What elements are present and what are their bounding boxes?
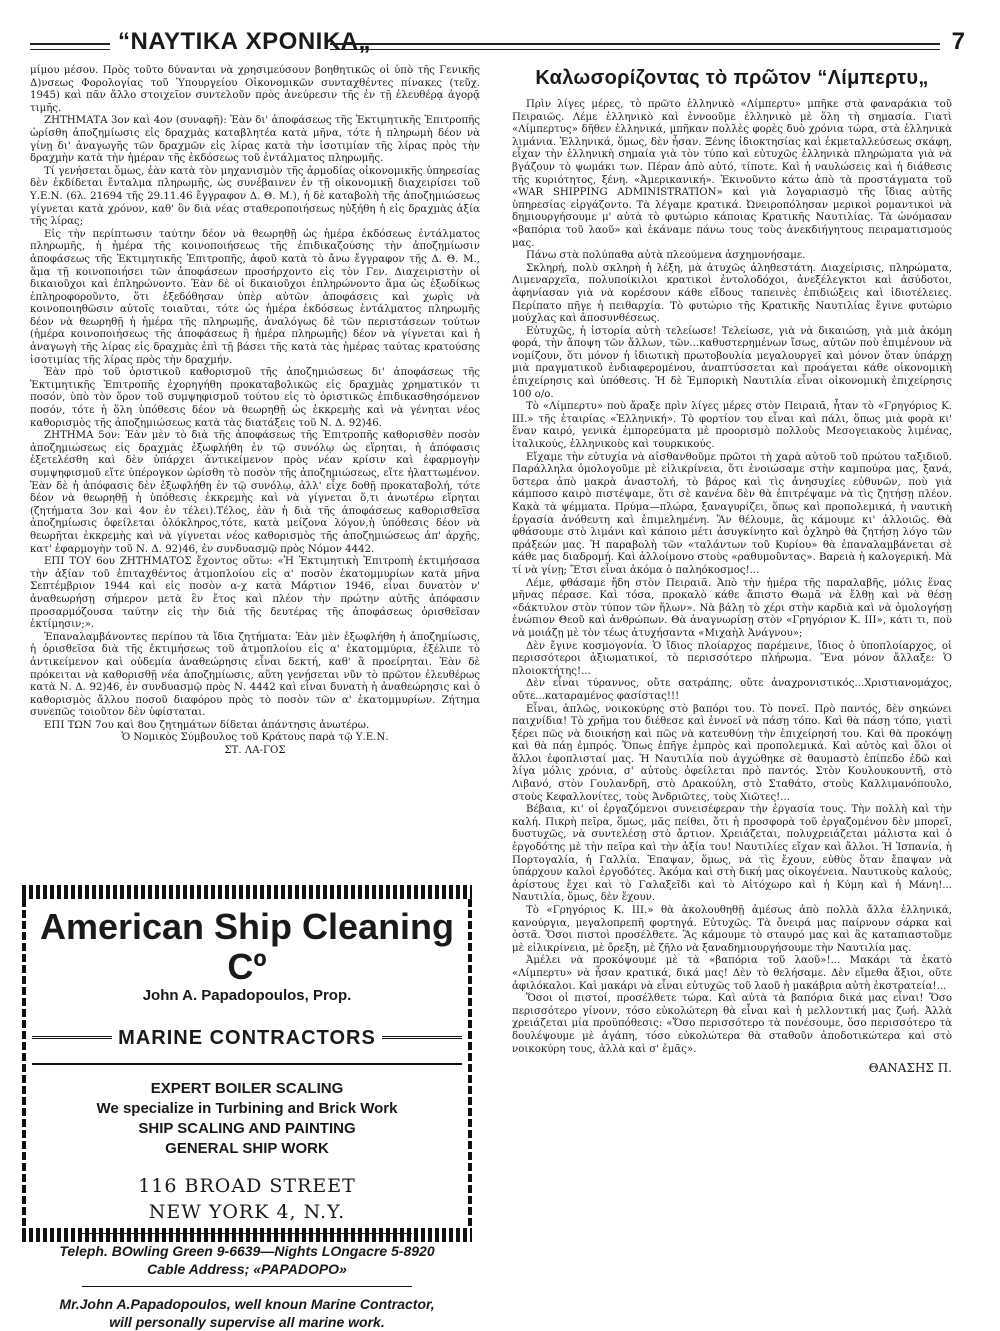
ad-proprietor: John A. Papadopoulos, Prop. [142, 987, 352, 1004]
paragraph: Σκληρή, πολὺ σκληρὴ ἡ λέξη, μὰ ἀτυχῶς ἀληθεστάτη. Διαχείρισις, πληρώματα, Λιμεναρχεῖα, πολυποίκιλοι κρατικοὶ ἐντολοδόχοι, ἀνεξέλεγκτοι καὶ ἀσύδοτοι, ἀφηνίασαν γιὰ νὰ κορέσουν κάθε εἴδους ταπεινὲς ἐπιδιώξεις καὶ ἰδιοτέλειες. Περίπατο πῆγε ἡ πειθαρχία. Τὸ φυτώριο τῆς Κρατικῆς Ναυτιλίας ἔγινε φυτώριο μούχλας καὶ ἀποσυνθέσεως. [512, 262, 952, 325]
signature-title: Ὁ Νομικὸς Σύμβουλος τοῦ Κράτους παρὰ τῷ Υ.Ε.Ν. [121, 732, 389, 744]
paragraph: Ὅσοι οἱ πιστοί, προσέλθετε τώρα. Καὶ αὐτὰ τὰ βαπόρια δικά μας εἶναι! Ὅσο περισσότερο γίνονν, τόσο εὐκολώτερη θὰ εἶναι καὶ ἡ μελλοντική μας ζωή. Ἀλλὰ χρειάζεται μία προϋπόθεσις: «Ὅσο περισσότερο τὰ πονέσουμε, ὅσο περισσότερο τὰ δουλέψουμε μὲ ἀγάπη, τόσο εὐκολώτερα θὰ σταθοῦν ἀποδοτικώτερα καὶ στὸ νοικοκύρη τους, ἀλλὰ καὶ σ' ἐμᾶς». [512, 993, 952, 1055]
ad-phone: Teleph. BOwling Green 9-6639—Nights LOngacre 5-8920 [59, 1243, 435, 1259]
advertisement [22, 885, 472, 1330]
paragraph: Λέμε, φθάσαμε ἤδη στὸν Πειραιᾶ. Ἀπὸ τὴν ἡμέρα τῆς παραλαβῆς, μόλις ἕνας μῆνας πέρασε. Καὶ τόσα, προκαλὸ κάθε ἄπιστο Θωμᾶ νὰ ἔλθῃ καὶ νὰ θέσῃ «δάκτυλον στὸν τύπον τῶν ἥλων». Νὰ βάλῃ τὸ χέρι στὴν καρδιὰ καὶ νὰ ὁμολογήσῃ ἐνώπιον Θεοῦ καὶ ἀνθρώπων. Θὰ ἀναγνωρίσῃ στὸν «Γρηγόριον Κ. ΙΙΙ», κάτι τι, ποὺ νὰ μοιάζῃ μὲ τὸν τέως ἀτυχήσαντα «Μιχαὴλ Ἀνάγνου»; [512, 577, 952, 639]
header-rule-right [330, 43, 940, 50]
ad-service-line: We specialize in Turbining and Brick Work [96, 1100, 398, 1117]
article-headline: Καλωσορίζοντας τὸ πρῶτον “Λίμπερτυ„ [535, 67, 929, 89]
signature-name: ΣΤ. ΛΑ-ΓΟΣ [224, 745, 286, 757]
ad-border-bottom [22, 1228, 472, 1242]
paragraph: μίμου μέσου. Πρὸς τοῦτο δύνανται νὰ χρησιμεύσουν βοηθητικῶς οἱ ὑπὸ τῆς Γενικῆς Δ)νσεως Φορολογίας τοῦ Ὑπουργείου Οἰκονομικῶν συνταχθέντες πίνακες (τεῦχ. 1945) καὶ πᾶν ἄλλο στοιχεῖον συντελοῦν πρὸς ἀνεύρεσιν τῆς ἐν τῇ ἐλευθέρᾳ ἀγορᾷ τιμῆς. [30, 65, 480, 114]
paragraph: Πάνω στὰ πολύπαθα αὐτὰ πλεούμενα ἀσχημονήσαμε. [526, 250, 806, 262]
ad-divider [32, 1063, 462, 1065]
paragraph: Εἰς τὴν περίπτωσιν ταύτην δέον νὰ θεωρηθῇ ὡς ἡμέρα ἐκδόσεως ἐντάλματος πληρωμῆς, ἡ ἡμέρα τῆς κοινοποιήσεως τῆς ἐπιδικαζούσης τὴν ἀποζημίωσιν ἀποφάσεως τῆς Ἐκτιμητικῆς Ἐπιτροπῆς, ἀφοῦ κατὰ τὸ ἄνω ἔγγραφον τῆς Δ. Θ. Μ., ἅμα τῇ κοινοποιήσει τῶν ἀποφάσεων προσήρχοντο εἰς τὸν Γεν. Διαχειριστὴν οἱ δικαιοῦχοι καὶ ἐπληρώνοντο. Ἐὰν δὲ οἱ δικαιοῦχοι ἐπληρώνοντο ἅμα ὡς ἐξωδίκως ἐπληροφοροῦντο, ὅτι ἐξεδόθησαν ὑπὲρ αὐτῶν ἀποφάσεις καὶ χωρὶς νὰ κοινοποιηθῶσιν αὐτοῖς τοιαῦται, τότε ὡς ἡμέρα ἐκδόσεως ἐντάλματος πληρωμῆς δέον νὰ θεωρηθῇ ἡ ἡμέρα τῆς πληρωμῆς, ἀναλόγως δὲ τῶν περιστάσεων τούτων (ἡμέρα κοινοποιήσεως τῆς ἀποφάσεως ἢ ἡμέρα πληρωμῆς) δέον νὰ γίγνεται καὶ ἡ ἀναγωγὴ τῆς λίρας εἰς δραχμὰς ἐπὶ τῇ βάσει τῆς κατὰ τὰς ἡμέρας ταύτας κρατούσης ἰσοτιμίας τῆς λίρας πρὸς τὴν δραχμήν. [30, 228, 480, 366]
ad-city: NEW YORK 4, N.Y. [148, 1201, 346, 1223]
ad-company-name: American Ship Cleaning Cº [39, 906, 455, 987]
paragraph: Τὸ «Λίμπερτυ» ποὺ ἄραξε πρὶν λίγες μέρες στὸν Πειραιᾶ, ἦταν τὸ «Γρηγόριος Κ. ΙΙΙ.» τῆς ἑταιρίας «Ἑλληνική». Τὸ φορτίον του εἶναι καὶ πάλι, ὅπως μιὰ φορὰ κι' ἕναν καιρό, γενικὰ ἐμπορεύματα μὲ προορισμὸ πολλοὺς Μεσογειακοὺς λιμένας, ἰταλικούς, ἑλληνικοὺς καὶ τουρκικούς. [512, 401, 952, 451]
paragraph: Βέβαια, κι' οἱ ἐργαζόμενοι συνεισέφεραν τὴν ἐργασία τους. Τὴν πολλὴ καὶ τὴν καλή. Πικρὴ πεῖρα, ὅμως, μᾶς πείθει, ὅτι ἡ προσφορὰ τοῦ ἐργαζομένου δὲν μπορεῖ, δυστυχῶς, νὰ συντελέσῃ στὸ ἄρτιον. Χρειάζεται, πολυχρειάζεται μάλιστα καὶ ὁ ἐργοδότης μὲ τὴν πεῖρα καὶ τὴν ἀξία του! Ναυτιλίες εἴχαν καὶ ἄλλοι. Ἡ Ἱσπανία, ἡ Πορτογαλία, ἡ Γαλλία. Ἐπαψαν, ὅμως, νὰ τὶς ἔχουν, εὐθὺς ὅταν ἔπαψαν νὰ ὑπάρχουν καλοὶ ἐργοδότες. Ἀκόμα καὶ στὴ δική μας οἰκογένεια. Ναυτικοὺς καλούς, ἀρίστους ἔχει καὶ τὸ Γαλαξεῖδι καὶ τὸ Αἰτόχωρο καὶ ἡ Κύμη καὶ ἡ Μάνη!... Ναυτιλία, ὅμως, δὲν ἔχουν. [512, 804, 952, 904]
paragraph: ΕΠΙ ΤΟΥ 6ου ΖΗΤΗΜΑΤΟΣ ἔχοντος οὕτω: «Ἡ Ἐκτιμητικὴ Ἐπιτροπὴ ἐκτιμήσασα τὴν ἀξίαν τοῦ ἐπιταχθέντος ἀτμοπλοίου εἰς α' ποσὸν ἑκατομμυρίων κατὰ μῆνα Σεπτέμβριον 1944 καὶ εἰς ποσὸν α-χ κατὰ Μάρτιον 1946, εἶναι δυνατὸν ν' ἀναθεωρήσῃ σήμερον μετὰ ἓν ἔτος καὶ πλέον τὴν πρώτην αὐτῆς ἀπόφασιν προσαρμόζουσα ταύτην εἰς τὴν διὰ τῆς δευτέρας τῆς ἀποφάσεως ὁρισθεῖσαν ἐκτίμησιν;». [30, 556, 480, 631]
paragraph: Ἀμέλει νὰ προκόψουμε μὲ τὰ «βαπόρια τοῦ λαοῦ»!... Μακάρι τὰ ἑκατὸ «Λίμπερτυ» νὰ ἦσαν κρατικά, δικά μας! Δὲν τὸ θελήσαμε. Δὲν εἴμεθα ἄξιοι, οὔτε ἀφιλόκαλοι. Καὶ μακάρι νὰ εἶναι εὐτυχῶς τοῦ λαοῦ ἡ μακάβρια αὐτὴ ἐκστρατεία!... [512, 955, 952, 992]
paragraph: Δὲν εἶναι τύραννος, οὔτε σατράπης, οὔτε ἀναχρονιστικός...Χριστιανομάχος, οὔτε...καταραμένος φασίστας!!! [512, 678, 952, 702]
ad-street-address: 116 BROAD STREET [138, 1175, 356, 1197]
legal-opinion-column [30, 65, 480, 758]
ad-border-top [22, 885, 472, 899]
page-header [30, 28, 965, 62]
ad-cable: Cable Address; «PAPADOPO» [147, 1261, 347, 1277]
ad-service-line: SHIP SCALING AND PAINTING [138, 1120, 356, 1137]
article-author: ΘΑΝΑΣΗΣ Π. [868, 1061, 952, 1076]
ad-border-left [22, 899, 26, 1228]
ad-tagline-rule [382, 1036, 462, 1039]
paragraph: ΖΗΤΗΜΑ 5ον: Ἐὰν μὲν τὸ διὰ τῆς ἀποφάσεως τῆς Ἐπιτροπῆς καθορισθὲν ποσὸν ἀποζημιώσεως εἰς δραχμὰς ἐξωφλήθη ἐν τῷ συνόλῳ ὡς εἴρηται, ἡ ἀπόφασις ἐξετελέσθη καὶ δὲν ὑπάρχει ἀντικείμενον πρὸς νέαν κρίσιν καὶ ἐφαρμογὴν συμψηφισμοῦ εἴτε ὑπέρογκον ὡρίσθη τὸ ποσὸν τῆς ἀποζημιώσεως, εἴτε ἠλαττωμένον. Ἐὰν δὲ ἡ ἀπόφασις δὲν ἐξωφλήθη ἐν τῷ συνόλῳ, ἀλλ' εἶχε δοθῇ προκαταβολή, τότε δέον νὰ θεωρηθῇ ἡ ὑπόθεσις ἐκκρεμὴς καὶ νὰ γίγνεται ὅ,τι ἀνωτέρω εἴρηται (ζητήματα 3ον καὶ 4ον ἐν τέλει).Τέλος, ἐὰν ἡ διὰ τῆς ἀποφάσεως καθορισθεῖσα ἀποζημίωσις ὀφείλεται ὁλόκληρος,τότε, κατὰ μείζονα λόγον,ἡ ὑπόθεσις δέον νὰ θεωρῆται ἐκκρεμὴς καὶ νὰ γίγνεται νέος καθορισμὸς τῆς ἀποζημιώσεως ἀπ' ἀρχῆς, κατ' ἐφαρμογὴν τοῦ Ν. Δ. 92)46, ἐν συνδυασμῷ πρὸς Νόμον 4442. [30, 430, 480, 555]
liberty-article-column [512, 65, 952, 1075]
paragraph: Ἐὰν πρὸ τοῦ ὁριστικοῦ καθορισμοῦ τῆς ἀποζημιώσεως δι' ἀποφάσεως τῆς Ἐκτιμητικῆς Ἐπιτροπῆς ἐχορηγήθη προκαταβολικῶς εἰς δραχμὰς χρηματικόν τι ποσόν, ὑπὸ τὸν ὅρον τοῦ συμψηφισμοῦ τούτου εἰς τὸ ὁριστικῶς ἐπιδικασθησόμενον ποσόν, τότε ἡ ὅλη ὑπόθεσις δέον νὰ θεωρηθῇ ὡς ἐκκρεμὴς καὶ νὰ γένηται νέος καθορισμὸς τῆς ἀποζημιώσεως κατὰ τὰς διατάξεις τοῦ Ν. Δ. 92)46. [30, 367, 480, 429]
paragraph: Εὐτυχῶς, ἡ ἱστορία αὐτὴ τελείωσε! Τελείωσε, γιὰ νὰ δικαιώσῃ, γιὰ μιὰ ἀκόμη φορά, τὴν ἄποψη τῶν ἄλλων, τῶν...καθυστερημένων ἴσως, αὐτῶν ποὺ ἐπιμένουν νὰ νομίζουν, ὅτι μόνον ἡ ἰδιωτικὴ πρωτοβουλία μεγαλουργεῖ καὶ μόνον ὅταν ὑπάρχῃ μιὰ πραγματικοῦ ἐνδιαφερομένου, ἀναπτύσσεται καὶ προάγεται κάθε οἰκονομικὴ ἐπιχείρησις καὶ ὑπόθεσις. Ἡ δὲ Ἐμπορικὴ Ναυτιλία εἶναι οἰκονομικὴ ἐπιχείρησις 100 ο/ο. [512, 325, 952, 400]
newspaper-title: “ΝΑΥΤΙΚΑ ΧΡΟΝΙΚΑ„ [118, 28, 371, 55]
ad-service-line: GENERAL SHIP WORK [165, 1140, 329, 1157]
paragraph: Τί γενήσεται ὅμως, ἐὰν κατὰ τὸν μηχανισμὸν τῆς ἁρμοδίας οἰκονομικῆς ὑπηρεσίας δὲν ἐκδίδεται ἔνταλμα πληρωμῆς, ὡς συνέβαινεν ἐν τῇ οἰκονομικῇ διαχειρίσει τοῦ Υ.Ε.Ν. (6λ. 21694 τῆς 29.11.46 ἔγγραφον Δ. Θ. Μ.), ἡ δὲ καταβολὴ τῆς ἀποζημιώσεως γίγνεται κατὰ χρόνον, καθ' ὃν διὰ νέας σταθεροποιήσεως ηὐξήθη ἡ εἰς δραχμὰς ἀξία τῆς λίρας; [30, 165, 480, 228]
paragraph: Δὲν ἔγινε κοσμογονία. Ὁ ἴδιος πλοίαρχος παρέμεινε, ἴδιος ὁ ὑποπλοίαρχος, οἱ περισσότεροι ἀξιωματικοί, τὸ περισσότερο πλήρωμα. Ἕνα μόνον ἄλλαξε: Ὁ πλοιοκτήτης!... [512, 640, 952, 677]
paragraph: Πρὶν λίγες μέρες, τὸ πρῶτο ἑλληνικὸ «Λίμπερτυ» μπῆκε στὰ φαναράκια τοῦ Πειραιῶς. Λέμε ἑλληνικὸ καὶ ἐννοοῦμε ἑλληνικὸ μὲ ὅλη τὴ σημασία. Γιατὶ «Λίμπερτυς» δῆθεν ἑλληνικά, μπῆκαν πολλὲς φορὲς δυὸ χρόνια τώρα, στὰ ἑλληνικὰ λιμάνια. Ἑλληνικά, ὅμως, δὲν ἦσαν. Ξένης ἰδιοκτησίας καὶ ἐκμεταλλεύσεως σκάφη, εἶχαν τὴν ἑλληνικὴ σημαία γιὰ τὸν τύπο καὶ εὐτυχῶς ἑλληνικὰ πληρώματα γιὰ νὰ βγάζουν τὸ ψωμάκι των. Πέραν ἀπὸ αὐτό, τίποτε. Καὶ ἡ ναυλώσεις καὶ ἡ διάθεσις τῆς κυριότητος, ξένη. «Ἀμερικανική». Ἐκινοῦντο κάτω ἀπὸ τὰ προστάγματα τοῦ «WAR SHIPPING ADMINISTRATION» καὶ γιὰ λογαριασμὸ τῆς ἴδιας αὐτῆς ὑπηρεσίας εἰργάζοντο. Τὰ λέγαμε κρατικά. Ὠνειροπόλησαν μερικοὶ ρομαντικοὶ νὰ δημιουργήσουμε μ' αὐτὰ τὸ φυτώριο κάποιας Κρατικῆς Ναυτιλίας. Τὰ ὠνόμασαν «βαπόρια τοῦ λαοῦ» καὶ ἐκάναμε πάνω τους τοὺς ἀνεκδιήγητους πειραματισμούς μας. [512, 99, 952, 249]
paragraph: Ἐπαναλαμβάνοντες περίπου τὰ ἴδια ζητήματα: Ἐὰν μὲν ἐξωφλήθη ἡ ἀποζημίωσις, ἡ ὁρισθεῖσα διὰ τῆς ἐκτιμήσεως τοῦ ἀτμοπλοίου εἰς α' ἑκατομμύρια, ἐξέλιπε τὸ ἀντικείμενον καὶ οὐδεμία ἀναθεώρησις εἶναι δεκτή, καθ' ἃ προείρηται. Ἐὰν δὲ πρόκειται νὰ καθορισθῇ νέα ἀποζημίωσις, αὕτη γενήσεται νῦν τὸ πρῶτον ἐλευθέρως κατὰ Ν. Δ. 92)46, ἐν συνδυασμῷ πρὸς Ν. 4442 καὶ εἶναι δυνατὴ ἡ ἀναθεώρησις καὶ ὁ καθορισμὸς ἄλλου ποσοῦ διαφόρου πρὸς τὸ ποσὸν τῶν α' ἑκατομμυρίων. Ζήτημα συνεπῶς τοιοῦτον δὲν ὑφίσταται. [30, 631, 480, 719]
page-number: 7 [951, 28, 965, 55]
paragraph: ΕΠΙ ΤΩΝ 7ου καὶ 8ου ζητημάτων δίδεται ἀπάντησις ἀνωτέρω. [44, 719, 370, 731]
ad-service-line: EXPERT BOILER SCALING [150, 1080, 344, 1097]
ad-tagline-row [32, 1023, 462, 1053]
ad-border-right [468, 899, 472, 1228]
paragraph: Τὸ «Γρηγόριος Κ. ΙΙΙ.» θὰ ἀκολουθηθῇ ἀμέσως ἀπὸ πολλὰ ἄλλα ἑλληνικά, κανούργια, μεγαλοπρεπῆ φορτηγά. Εὐτυχῶς. Τὰ ὄνειρά μας παίρνουν σάρκα καὶ ὀστᾶ. Ὅσοι πιστοὶ προσέλθετε. Ἂς κάμουμε τὸ σταυρό μας καὶ ἂς καταπιαστοῦμε μὲ εἰλικρίνεια, μὲ ὄρεξη, μὲ ζῆλο νὰ ξαναδημιουργήσουμε τὴν Ναυτιλία μας. [512, 905, 952, 954]
paragraph: ΖΗΤΗΜΑΤΑ 3ον καὶ 4ον (συναφῆ): Ἐὰν δι' ἀποφάσεως τῆς Ἐκτιμητικῆς Ἐπιτροπῆς ὡρίσθη ἀποζημίωσις εἰς δραχμὰς καταβλητέα κατὰ μῆνα, τότε ἡ πληρωμὴ δέον νὰ γίνῃ δι' ἀναγωγῆς τῶν δραχμῶν εἰς λίρας κατὰ τὴν ἰσοτιμίαν τῆς λίρας πρὸς τὴν δραχμὴν κατὰ τὴν ἡμέραν τῆς ἐκδόσεως τοῦ ἐντάλματος πληρωμῆς. [30, 115, 480, 165]
header-rule-left [30, 43, 110, 50]
paragraph: Εἴχαμε τὴν εὐτυχία νὰ αἰσθανθοῦμε πρῶτοι τὴ χαρὰ αὐτοῦ τοῦ πρώτου ταξιδιοῦ. Παράλληλα ὁμολογοῦμε μὲ εἰλικρίνεια, ὅτι ἐνοιώσαμε στὴν καμπούρα μας, ξανά, ὕστερα ἀπὸ μακρὰ ἀναστολή, τὸ βάρος καὶ τὶς ἀνησυχίες εὐθυνῶν, ποὺ γιὰ κάμποσο καιρὸ πιστέψαμε, ὅτι σὲ κανένα δὲν θὰ ἐπιτρέψαμε νὰ τὶς ζητήσῃ πλέον. Κακὰ τὰ ψέμματα. Πρύμα—πλώρα, ξαναγυρίζει, ὅπως καὶ προπολεμικά, ἡ ναυτικὴ ἐργασία ἀνόθευτη καὶ ἐπιμελημένη. Ἂν θέλουμε, ἂς κάμουμε κι' ἀλλοιῶς. Θὰ φθάσουμε στὸ λιμάνι καὶ κάποιο μέτι ἀσυγκίνητο καὶ ὀχληρὸ θὰ ζητήσῃ λόγο τῶν πράξεών μας. Ἡ παραβολὴ τῶν «ταλάντων τοῦ Κυρίου» θὰ ἐπαναλαμβάνεται σὲ κάθε μας διαδρομή. Καὶ ἀλλοίμονο στοὺς «ραθυμοῦντας». Βαρειὰ ἡ καλογερική. Μὰ τί νὰ γίνῃ; Ἔτσι εἶναι ἀκόμα ὁ παληόκοσμος!... [512, 451, 952, 576]
ad-tagline: MARINE CONTRACTORS [118, 1027, 376, 1049]
paragraph: Εἶναι, ἁπλῶς, νοικοκύρης στὸ βαπόρι του. Τὸ πονεῖ. Πρὸ παντός, δὲν σηκώνει παιχνίδια! Τὸ χρῆμα του διέθεσε καὶ ἐννοεῖ νὰ πάσῃ τόπο. Καὶ θὰ πάσῃ τόπο, γιατὶ ξέρει πῶς νὰ διοικήσῃ καὶ πῶς νὰ κατευθύνῃ τὴν ἐπιχείρησή του. Καὶ θὰ προκόψῃ καὶ θὰ πάῃ ἐμπρός. Ὅπως ἐπῆγε ἐμπρὸς καὶ προπολεμικά. Καὶ αὐτὸς καὶ ὅλοι οἱ ἄλλοι ἐφοπλισταί μας. Ἡ Ναυτιλία ποὺ ἀγχώθηκε σὲ θαυμαστὸ ἐπίπεδο ἐδῶ καὶ λίγα μόλις χρόνια, σ' αὐτοὺς ὀφείλεται πρὸ παντός. Στὸν Κουλουκουντῆ, στὸ Λιβανό, στὸν Γουλανδρῆ, στὸ Δρακούλη, στὸ Σταθάτο, στοὺς Καλλιμανόπουλο, στοὺς Κεφαλλονίτες, τοὺς Ἀνδριῶτες, τοὺς Χιῶτες!... [512, 703, 952, 803]
ad-note: will personally supervise all marine work. [109, 1314, 385, 1330]
ad-note: Mr.John A.Papadopoulos, well knoun Marine Contractor, [59, 1296, 435, 1312]
ad-divider [82, 1233, 412, 1234]
ad-content [32, 903, 462, 1330]
ad-tagline-rule [32, 1036, 112, 1039]
ad-divider [82, 1286, 412, 1287]
